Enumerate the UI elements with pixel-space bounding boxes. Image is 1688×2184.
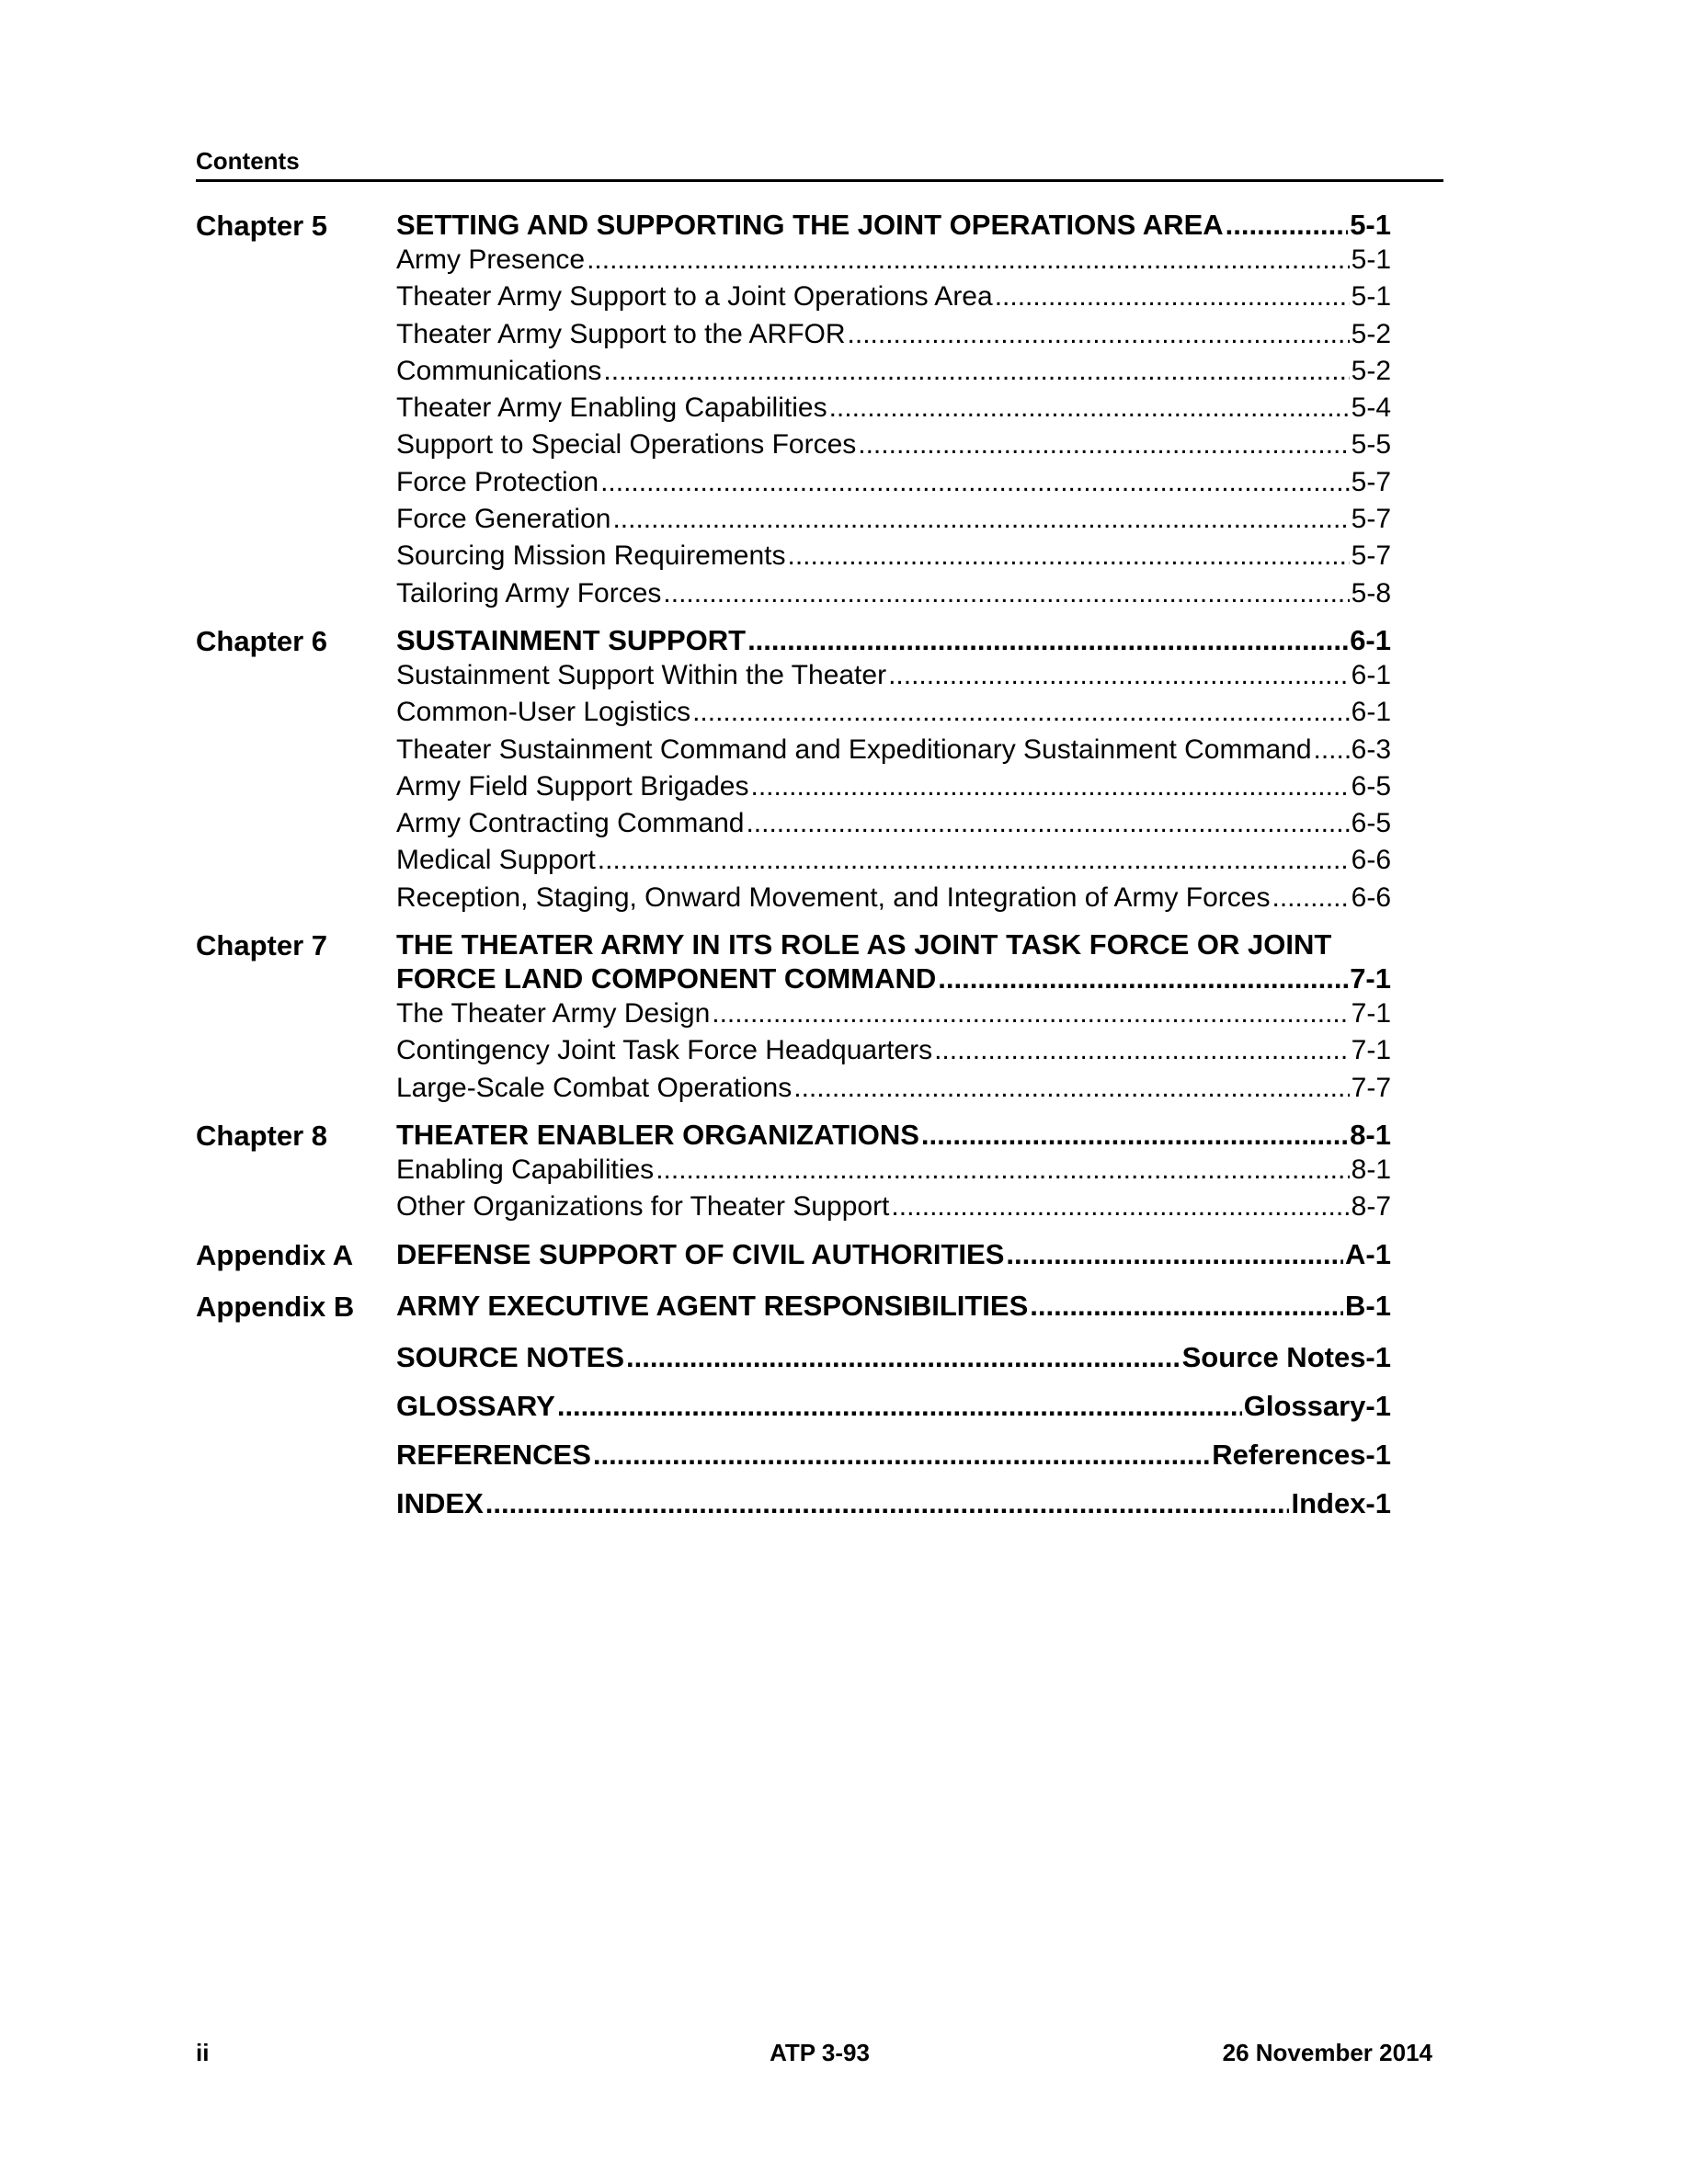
toc-group [196,1389,1391,1423]
toc-heading-title: SOURCE NOTES [396,1340,625,1373]
dot-leader [995,279,1350,315]
toc-heading-title: SUSTAINMENT SUPPORT [396,623,747,656]
dot-leader [1030,1289,1343,1323]
dot-leader [600,464,1350,501]
toc-entry-title: Reception, Staging, Onward Movement, and Integration of Army Forces [396,882,1271,913]
toc-group [196,927,1391,1107]
table-of-contents [196,208,1391,1535]
dot-leader [751,768,1350,805]
toc-heading-title: SETTING AND SUPPORTING THE JOINT OPERATIONS AREA [396,209,1224,241]
toc-heading-page: Glossary-1 [1243,1389,1391,1422]
dot-leader [1314,732,1350,768]
toc-entry-page: 6-5 [1351,770,1391,802]
toc-group [196,623,1391,916]
dot-leader [938,961,1348,995]
page-header [196,147,1443,182]
dot-leader [603,353,1349,390]
dot-leader [1006,1237,1343,1271]
dot-leader [1226,208,1349,242]
toc-entry-page: 5-1 [1351,281,1391,313]
dot-leader [921,1118,1348,1152]
toc-heading-title: THEATER ENABLER ORGANIZATIONS [396,1118,919,1151]
toc-heading-page: References-1 [1212,1438,1391,1471]
toc-heading-entry[interactable] [396,1289,1391,1323]
toc-heading-page: 6-1 [1350,623,1391,656]
toc-group-body [396,1340,1391,1374]
toc-entry-page: 5-1 [1351,245,1391,275]
dot-leader [663,575,1349,612]
toc-group-body [396,208,1391,612]
toc-entry-page: 5-5 [1351,429,1391,461]
dot-leader [858,427,1349,463]
toc-group [196,208,1391,612]
toc-entry-page: 7-1 [1351,998,1391,1029]
toc-entry[interactable] [396,1070,1391,1107]
toc-group-label: Chapter 6 [196,624,327,657]
toc-group [196,1118,1391,1226]
toc-entry-title: Support to Special Operations Forces [396,429,857,461]
footer-publication: ATP 3-93 [770,2039,870,2066]
toc-entry[interactable] [396,657,1391,694]
dot-leader [848,316,1350,353]
toc-group-label: Appendix A [196,1238,354,1271]
toc-entry-title: Army Presence [396,245,586,275]
toc-entry-title: Contingency Joint Task Force Headquarters [396,1035,933,1066]
toc-entry[interactable] [396,353,1391,390]
dot-leader [692,694,1350,731]
toc-heading-entry[interactable] [396,208,1391,242]
toc-entry[interactable] [396,694,1391,731]
toc-group-body [396,1237,1391,1274]
toc-group-body [396,1438,1391,1472]
dot-leader [587,242,1350,279]
toc-entry-title: Force Generation [396,504,611,535]
toc-entry-title: Theater Army Support to the ARFOR [396,318,846,349]
toc-entry[interactable] [396,575,1391,612]
toc-group-label [196,1438,396,1472]
toc-group-body [396,1389,1391,1423]
toc-heading-title: INDEX [396,1486,484,1519]
toc-entry-title: Medical Support [396,845,596,876]
toc-heading-entry[interactable] [396,1438,1391,1472]
toc-entry[interactable] [396,768,1391,805]
toc-entry-page: 5-7 [1351,540,1391,572]
toc-entry-title: Enabling Capabilities [396,1154,655,1185]
toc-entry[interactable] [396,842,1391,879]
toc-group-label: Chapter 7 [196,929,327,962]
toc-entry-page: 5-2 [1351,355,1391,386]
toc-entry-title: Sustainment Support Within the Theater [396,659,887,690]
footer-page-number: ii [196,2039,210,2066]
toc-entry-title: Theater Sustainment Command and Expeditionary Sustainment Command [396,734,1312,765]
toc-group-body [396,927,1391,1107]
toc-entry[interactable] [396,316,1391,353]
toc-heading-page: B-1 [1345,1289,1391,1322]
dot-leader [747,623,1348,657]
toc-entry-title: Large-Scale Combat Operations [396,1072,793,1103]
toc-entry[interactable] [396,732,1391,768]
toc-group-label [196,1340,396,1374]
toc-group [196,1237,1391,1274]
toc-entry-title: Other Organizations for Theater Support [396,1191,890,1223]
toc-entry-title: Theater Army Support to a Joint Operations Area [396,281,993,313]
dot-leader [829,390,1350,427]
dot-leader [788,538,1350,574]
dot-leader [598,842,1350,879]
toc-heading-page: Index-1 [1291,1486,1391,1519]
toc-group-body [396,1486,1391,1520]
toc-group [196,1340,1391,1374]
toc-entry-page: 8-1 [1351,1154,1391,1185]
toc-group-label [196,1486,396,1520]
toc-entry-title: Army Contracting Command [396,808,745,839]
toc-entry[interactable] [396,995,1391,1032]
toc-heading-entry[interactable] [396,1389,1391,1423]
toc-entry[interactable] [396,501,1391,538]
dot-leader [593,1438,1210,1472]
footer-date: 26 November 2014 [1222,2039,1432,2066]
dot-leader [626,1340,1180,1374]
toc-entry-title: Army Field Support Brigades [396,770,749,802]
toc-entry-page: 6-6 [1351,882,1391,913]
toc-entry-page: 5-7 [1351,466,1391,497]
toc-entry-title: Force Protection [396,466,599,497]
toc-entry[interactable] [396,242,1391,279]
toc-heading-entry[interactable] [396,1340,1391,1374]
toc-entry[interactable] [396,464,1391,501]
toc-entry-page: 6-5 [1351,808,1391,839]
toc-heading-entry[interactable] [396,623,1391,657]
toc-entry-title: Communications [396,355,602,386]
toc-heading-page: A-1 [1345,1237,1391,1270]
toc-entry-title: Common-User Logistics [396,697,691,728]
toc-heading-entry[interactable] [396,1486,1391,1520]
toc-heading-page: 8-1 [1350,1118,1391,1151]
toc-group-label: Chapter 8 [196,1119,327,1152]
dot-leader [891,1189,1349,1225]
toc-entry-page: 6-1 [1351,697,1391,728]
toc-group-body [396,1289,1391,1325]
dot-leader [888,657,1350,694]
dot-leader [712,995,1349,1032]
toc-heading-page: 5-1 [1350,209,1391,241]
dot-leader [793,1070,1349,1107]
toc-heading-page: Source Notes-1 [1181,1340,1391,1373]
toc-entry[interactable] [396,427,1391,463]
header-title: Contents [196,147,300,175]
toc-entry-page: 7-7 [1351,1072,1391,1103]
toc-heading-line: THE THEATER ARMY IN ITS ROLE AS JOINT TASK FORCE OR JOINT [396,928,1332,961]
dot-leader [656,1152,1349,1189]
toc-entry-page: 5-4 [1351,392,1391,424]
toc-entry-page: 5-7 [1351,504,1391,535]
toc-group-label: Appendix B [196,1290,355,1323]
toc-entry[interactable] [396,1032,1391,1069]
toc-group-label [196,1389,396,1423]
toc-entry-page: 6-3 [1351,734,1391,765]
toc-entry-title: Tailoring Army Forces [396,577,662,609]
dot-leader [485,1486,1290,1520]
toc-entry[interactable] [396,805,1391,842]
toc-group-body [396,1118,1391,1226]
toc-entry-page: 6-1 [1351,659,1391,690]
toc-entry-page: 8-7 [1351,1191,1391,1223]
dot-leader [934,1032,1350,1069]
toc-entry-title: Theater Army Enabling Capabilities [396,392,827,424]
toc-heading-title: DEFENSE SUPPORT OF CIVIL AUTHORITIES [396,1237,1005,1270]
toc-entry[interactable] [396,279,1391,315]
toc-entry[interactable] [396,1189,1391,1225]
toc-entry-page: 5-8 [1351,577,1391,609]
toc-group [196,1438,1391,1472]
toc-entry[interactable] [396,1152,1391,1189]
toc-heading-entry[interactable] [396,1118,1391,1152]
toc-heading-title: GLOSSARY [396,1389,555,1422]
toc-entry[interactable] [396,538,1391,574]
toc-group [196,1289,1391,1325]
toc-entry-title: The Theater Army Design [396,998,711,1029]
toc-heading-title: REFERENCES [396,1438,591,1471]
toc-entry[interactable] [396,880,1391,916]
dot-leader [1272,880,1349,916]
dot-leader [612,501,1349,538]
toc-entry-page: 5-2 [1351,318,1391,349]
toc-entry-title: Sourcing Mission Requirements [396,540,786,572]
toc-group [196,1486,1391,1520]
toc-entry-page: 6-6 [1351,845,1391,876]
toc-entry[interactable] [396,390,1391,427]
toc-heading-entry[interactable] [396,1237,1391,1271]
toc-heading-page: 7-1 [1350,962,1391,995]
dot-leader [746,805,1349,842]
toc-heading-title: ARMY EXECUTIVE AGENT RESPONSIBILITIES [396,1289,1029,1322]
dot-leader [557,1389,1242,1423]
toc-group-body [396,623,1391,916]
toc-entry-page: 7-1 [1351,1035,1391,1066]
toc-group-label: Chapter 5 [196,210,327,242]
toc-heading-title: FORCE LAND COMPONENT COMMAND [396,962,937,995]
toc-heading-entry[interactable] [396,961,1391,995]
